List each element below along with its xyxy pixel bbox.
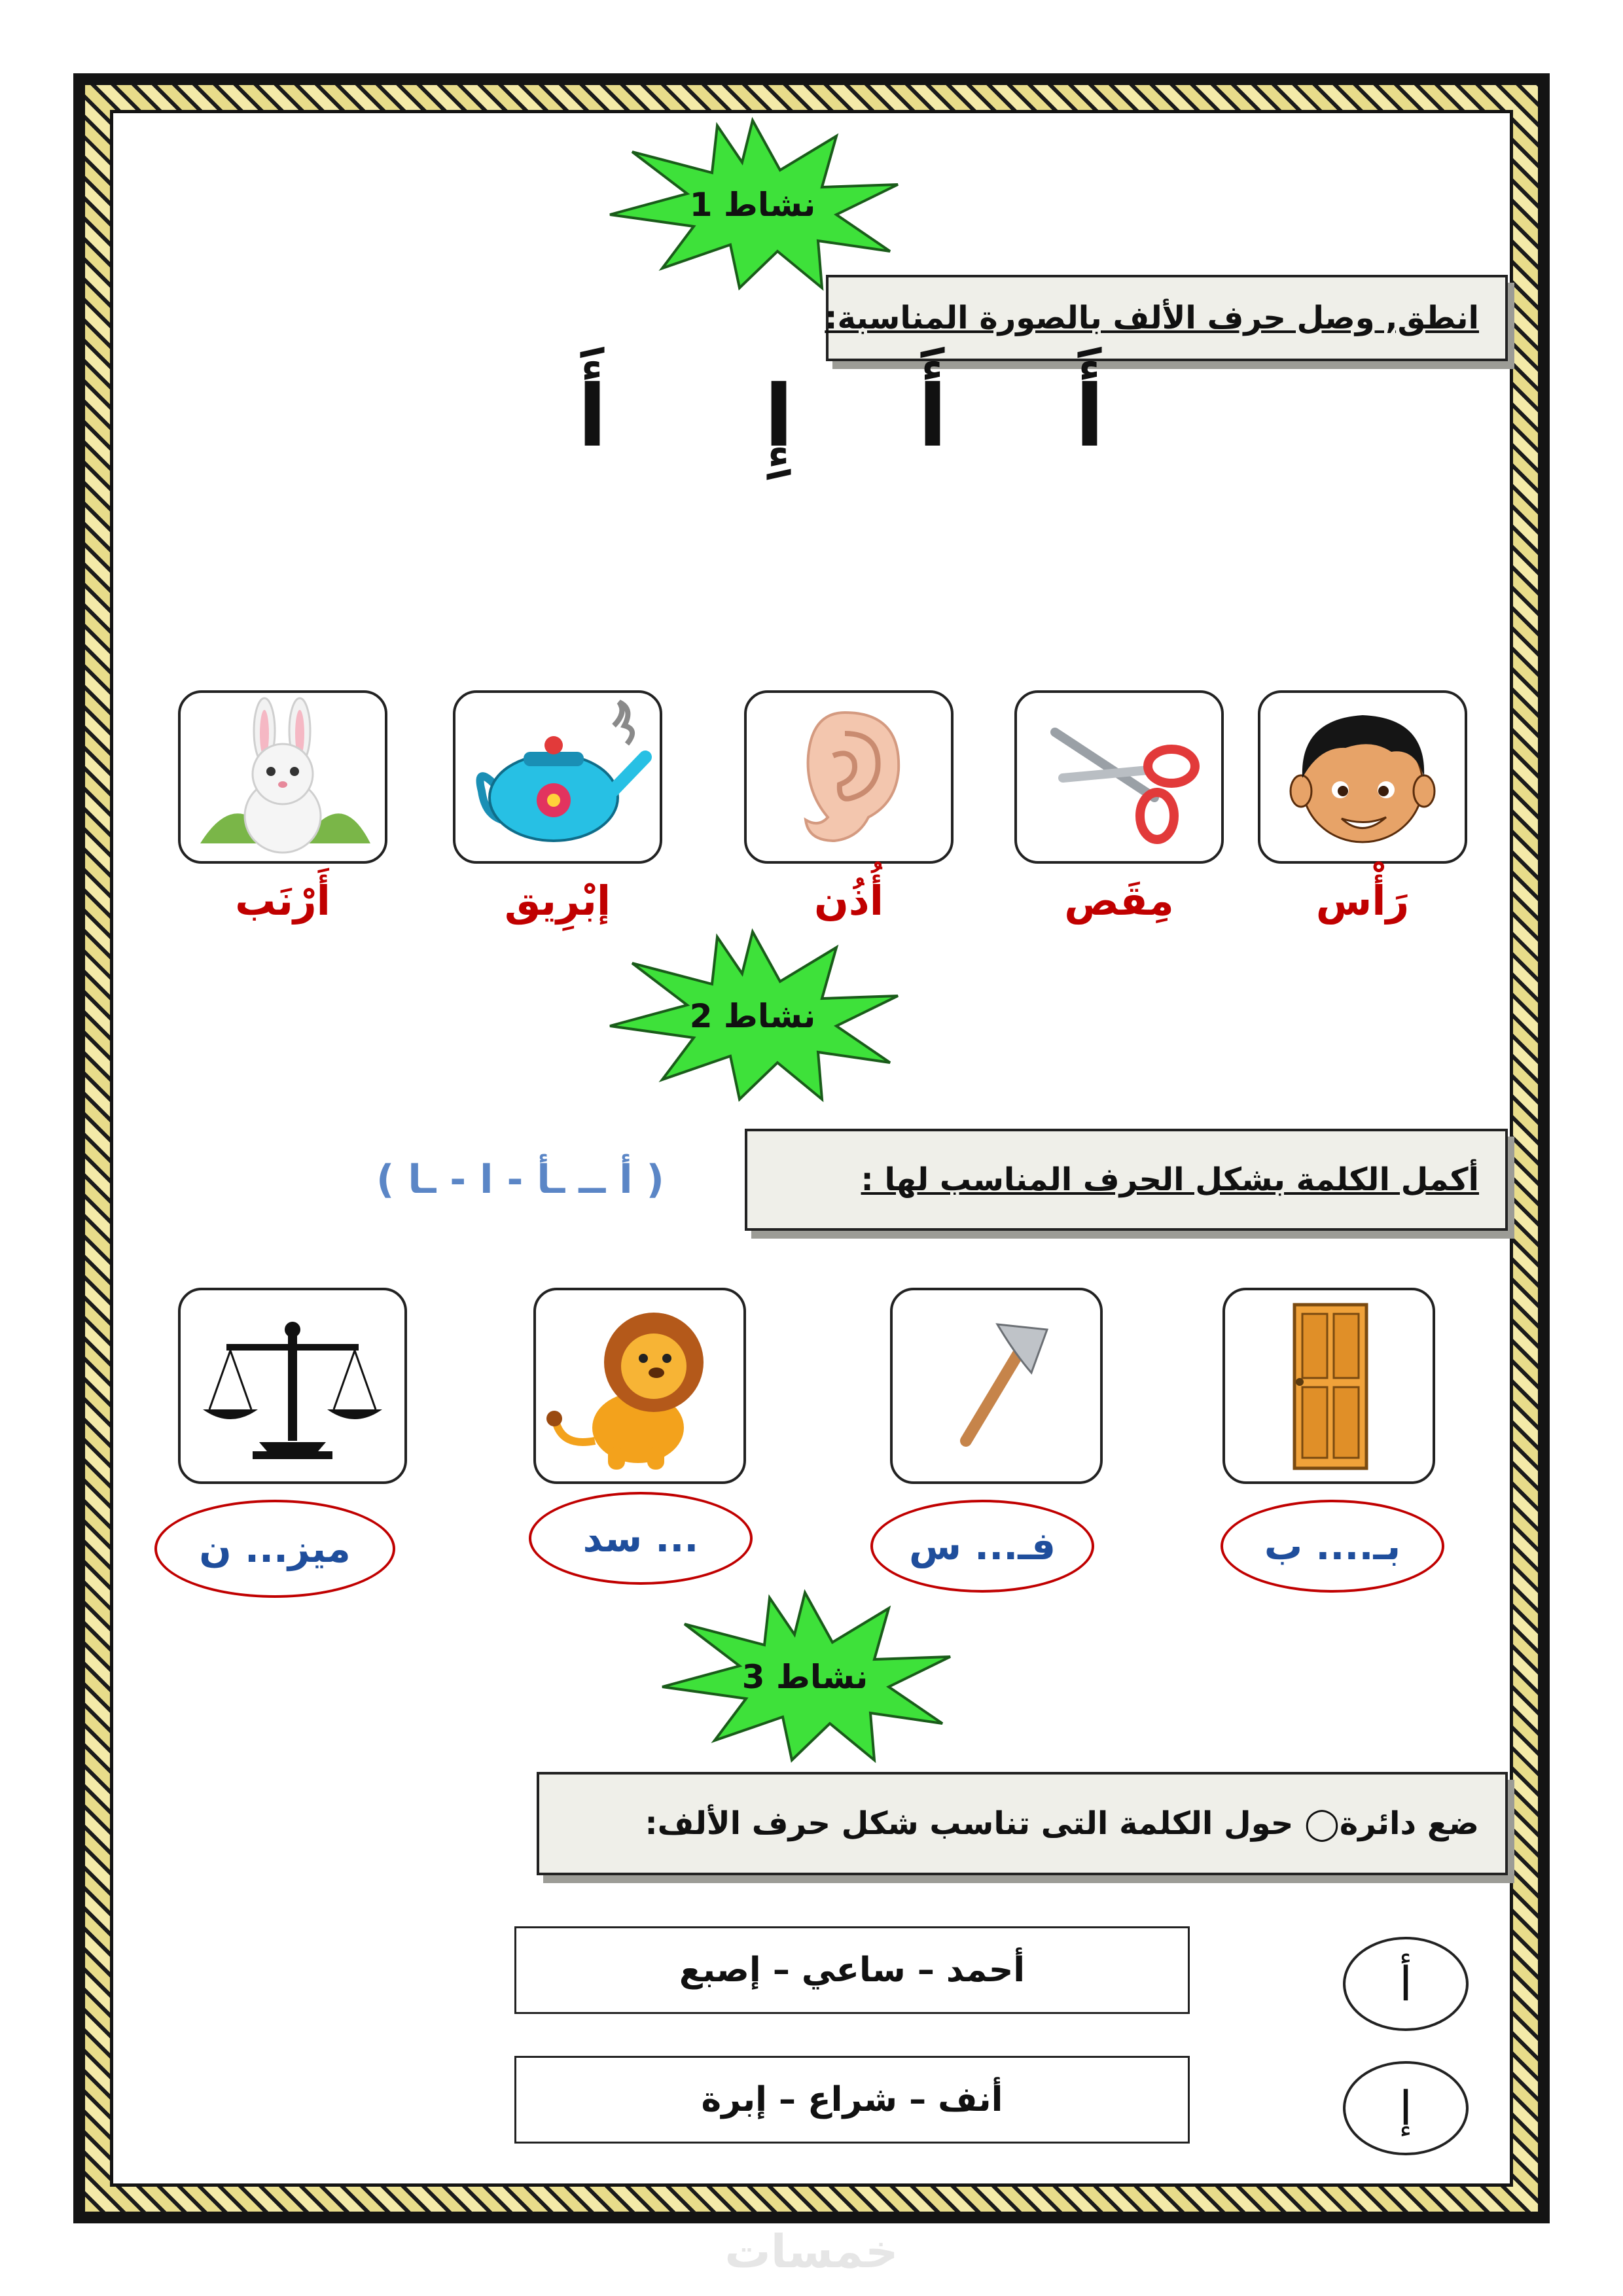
boy-head-icon: [1260, 693, 1465, 861]
activity-2-instruction-banner: [745, 1129, 1508, 1231]
picture-card-scale[interactable]: [178, 1288, 407, 1484]
activity-3-instruction: ضع دائرة◯ حول الكلمة التى تناسب شكل حرف الألف:: [645, 1805, 1479, 1842]
scale-icon: [181, 1290, 404, 1481]
picture-card-ear[interactable]: [744, 690, 954, 864]
word-rabbit: أَرْنَب: [235, 877, 330, 925]
answer-oval-axe[interactable]: فـ... س: [870, 1500, 1094, 1593]
ear-icon: [747, 693, 951, 861]
letter-circle-2: إ: [1343, 2061, 1469, 2155]
activity-2-title: نشاط 2: [689, 997, 816, 1035]
rabbit-icon: [181, 693, 385, 861]
door-icon: [1225, 1290, 1433, 1481]
picture-card-head[interactable]: [1258, 690, 1467, 864]
word-scissors: مِقَص: [1064, 877, 1174, 925]
activity-2-instruction: أكمل الكلمة بشكل الحرف المناسب لها :: [861, 1161, 1479, 1198]
activity-3-title: نشاط 3: [741, 1658, 868, 1696]
answer-oval-lion[interactable]: ... سد: [529, 1492, 753, 1585]
picture-card-door[interactable]: [1222, 1288, 1435, 1484]
letter-choices: ( أ ــ ـأ - ا - ـا ): [376, 1157, 664, 1203]
activity-1-instruction-banner: [826, 275, 1508, 361]
activity-1-title: نشاط 1: [689, 186, 816, 224]
picture-card-rabbit[interactable]: [178, 690, 387, 864]
alef-letter-1: أَ: [1075, 366, 1105, 466]
word-head: رَأْس: [1315, 877, 1410, 925]
letter-circle-1: أ: [1343, 1937, 1469, 2031]
alef-letter-2: أَ: [918, 366, 948, 466]
activity-3-badge: [654, 1589, 955, 1765]
picture-card-lion[interactable]: [533, 1288, 746, 1484]
activity-1-instruction: انطق, وصل حرف الألف بالصورة المناسبة:: [825, 300, 1479, 336]
picture-card-scissors[interactable]: [1014, 690, 1224, 864]
lion-icon: [536, 1290, 743, 1481]
watermark-text: خمسات: [724, 2225, 899, 2278]
word-row-1[interactable]: أحمد – ساعي – إصبع: [514, 1926, 1190, 2014]
alef-letter-3: إِ: [764, 366, 794, 466]
scissors-icon: [1017, 693, 1221, 861]
word-ear: أُذُن: [814, 877, 883, 925]
picture-card-axe[interactable]: [890, 1288, 1103, 1484]
answer-oval-door[interactable]: بـ.... ب: [1221, 1500, 1444, 1593]
activity-3-instruction-banner: [537, 1772, 1508, 1875]
picture-card-teapot[interactable]: [453, 690, 662, 864]
answer-oval-scale[interactable]: ميز... ن: [154, 1500, 395, 1598]
teapot-icon: [455, 693, 660, 861]
word-teapot: إبْرِيق: [504, 877, 611, 925]
word-row-2[interactable]: أنف – شراع – إبرة: [514, 2056, 1190, 2144]
activity-1-badge: [602, 116, 903, 293]
alef-letter-4: أَ: [577, 366, 607, 466]
axe-icon: [893, 1290, 1100, 1481]
activity-2-badge: [602, 928, 903, 1104]
